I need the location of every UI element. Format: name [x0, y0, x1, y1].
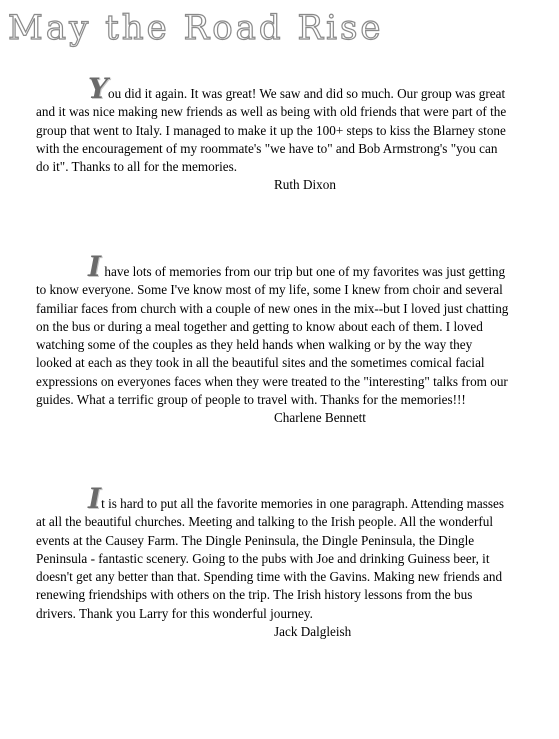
- entry-text: have lots of memories from our trip but one of my favorites was just getting to know everyone. Some I've know most of my life, some I knew from choir and several familiar faces from church with a couple of new ones in the mix--but I loved just chatting on the bus or during a meal together and getting to know about each of them. I loved watching some of the couples as they held hands when walking or by the way they looked at each as they took in all the beautiful sites and the sometimes comical facial expressions on everyones faces when they were treated to the "interesting" talks from our guides. What a terrific group of people to travel with. Thanks for the memories!!!: [36, 264, 509, 408]
- page-title: May the Road Rise: [8, 8, 384, 48]
- memory-entry: [36, 250, 510, 428]
- memory-entry: [36, 482, 510, 641]
- dropcap-letter: I: [88, 250, 102, 283]
- entry-author: Charlene Bennett: [274, 410, 366, 426]
- entry-author: Ruth Dixon: [274, 177, 336, 193]
- dropcap-letter: I: [88, 482, 102, 515]
- entry-paragraph: [36, 250, 510, 409]
- entry-author: Jack Dalgleish: [274, 624, 352, 640]
- entry-paragraph: [36, 72, 510, 176]
- memory-entry: [36, 72, 510, 195]
- entry-text: ou did it again. It was great! We saw and did so much. Our group was great and it was nice making new friends as well as being with old friends that were part of the group that went to Italy. I managed to make it up the 100+ steps to kiss the Blarney stone with the encouragement of my roommate's "we have to" and Bob Armstrong's "you can do it". Thanks to all for the memories.: [36, 86, 507, 175]
- dropcap-letter: Y: [88, 72, 108, 105]
- entry-paragraph: [36, 482, 510, 623]
- entry-text: t is hard to put all the favorite memories in one paragraph. Attending masses at all the beautiful churches. Meeting and talking to the Irish people. All the wonderful events at the Causey Farm. The Dingle Peninsula, the Dingle Peninsula, the Dingle Peninsula - fantastic scenery. Going to the pubs with Joe and drinking Guiness beer, it doesn't get any better than that. Spending time with the Gavins. Making new friends and renewing friendships with others on the trip. The Irish history lessons from the bus drivers. Thank you Larry for this wonderful journey.: [36, 496, 504, 621]
